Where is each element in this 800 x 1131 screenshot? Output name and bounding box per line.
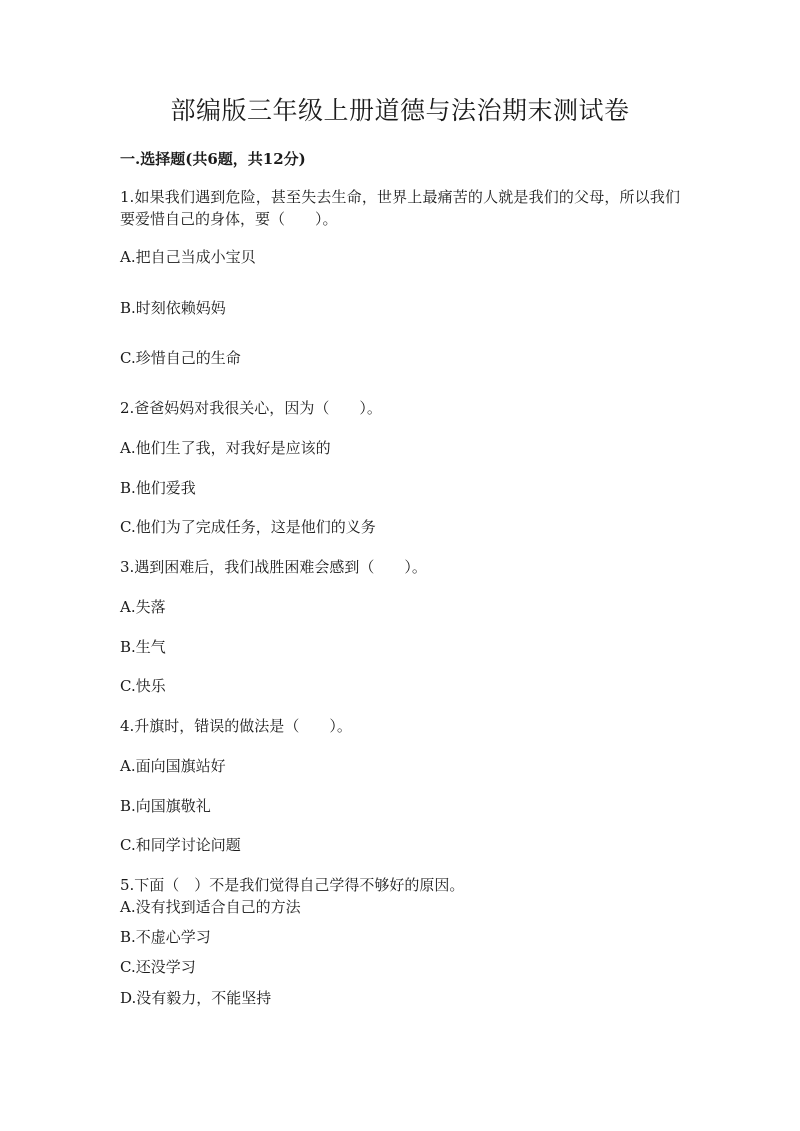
question-4-option-c: C.和同学讨论问题 xyxy=(120,836,241,854)
question-1-stem: 1.如果我们遇到危险，甚至失去生命，世界上最痛苦的人就是我们的父母，所以我们要爱惜自己的身体，要（ ）。 xyxy=(120,188,680,228)
question-4-stem: 4.升旗时，错误的做法是（ ）。 xyxy=(120,717,352,735)
question-5-stem: 5.下面（ ）不是我们觉得自己学得不够好的原因。 xyxy=(120,876,465,894)
question-1-option-c: C.珍惜自己的生命 xyxy=(120,349,241,367)
question-3-option-a: A.失落 xyxy=(120,598,166,616)
question-2-stem: 2.爸爸妈妈对我很关心，因为（ ）。 xyxy=(120,399,382,417)
question-2-option-a: A.他们生了我，对我好是应该的 xyxy=(120,439,331,457)
question-2-option-b: B.他们爱我 xyxy=(120,479,196,497)
question-3-stem: 3.遇到困难后，我们战胜困难会感到（ ）。 xyxy=(120,558,427,576)
question-4-option-a: A.面向国旗站好 xyxy=(120,757,226,775)
question-5-option-d: D.没有毅力，不能坚持 xyxy=(120,989,272,1007)
question-5-option-a: A.没有找到适合自己的方法 xyxy=(120,898,301,916)
page-title: 部编版三年级上册道德与法治期末测试卷 xyxy=(170,96,630,125)
question-2-option-c: C.他们为了完成任务，这是他们的义务 xyxy=(120,518,376,536)
section-heading: 一.选择题(共6题，共12分) xyxy=(120,150,306,168)
question-4-option-b: B.向国旗敬礼 xyxy=(120,797,211,815)
question-5-option-c: C.还没学习 xyxy=(120,958,196,976)
question-3-option-c: C.快乐 xyxy=(120,677,166,695)
question-3-option-b: B.生气 xyxy=(120,638,166,656)
question-1-option-b: B.时刻依赖妈妈 xyxy=(120,299,226,317)
question-5-option-b: B.不虚心学习 xyxy=(120,928,211,946)
question-1-option-a: A.把自己当成小宝贝 xyxy=(120,248,256,266)
